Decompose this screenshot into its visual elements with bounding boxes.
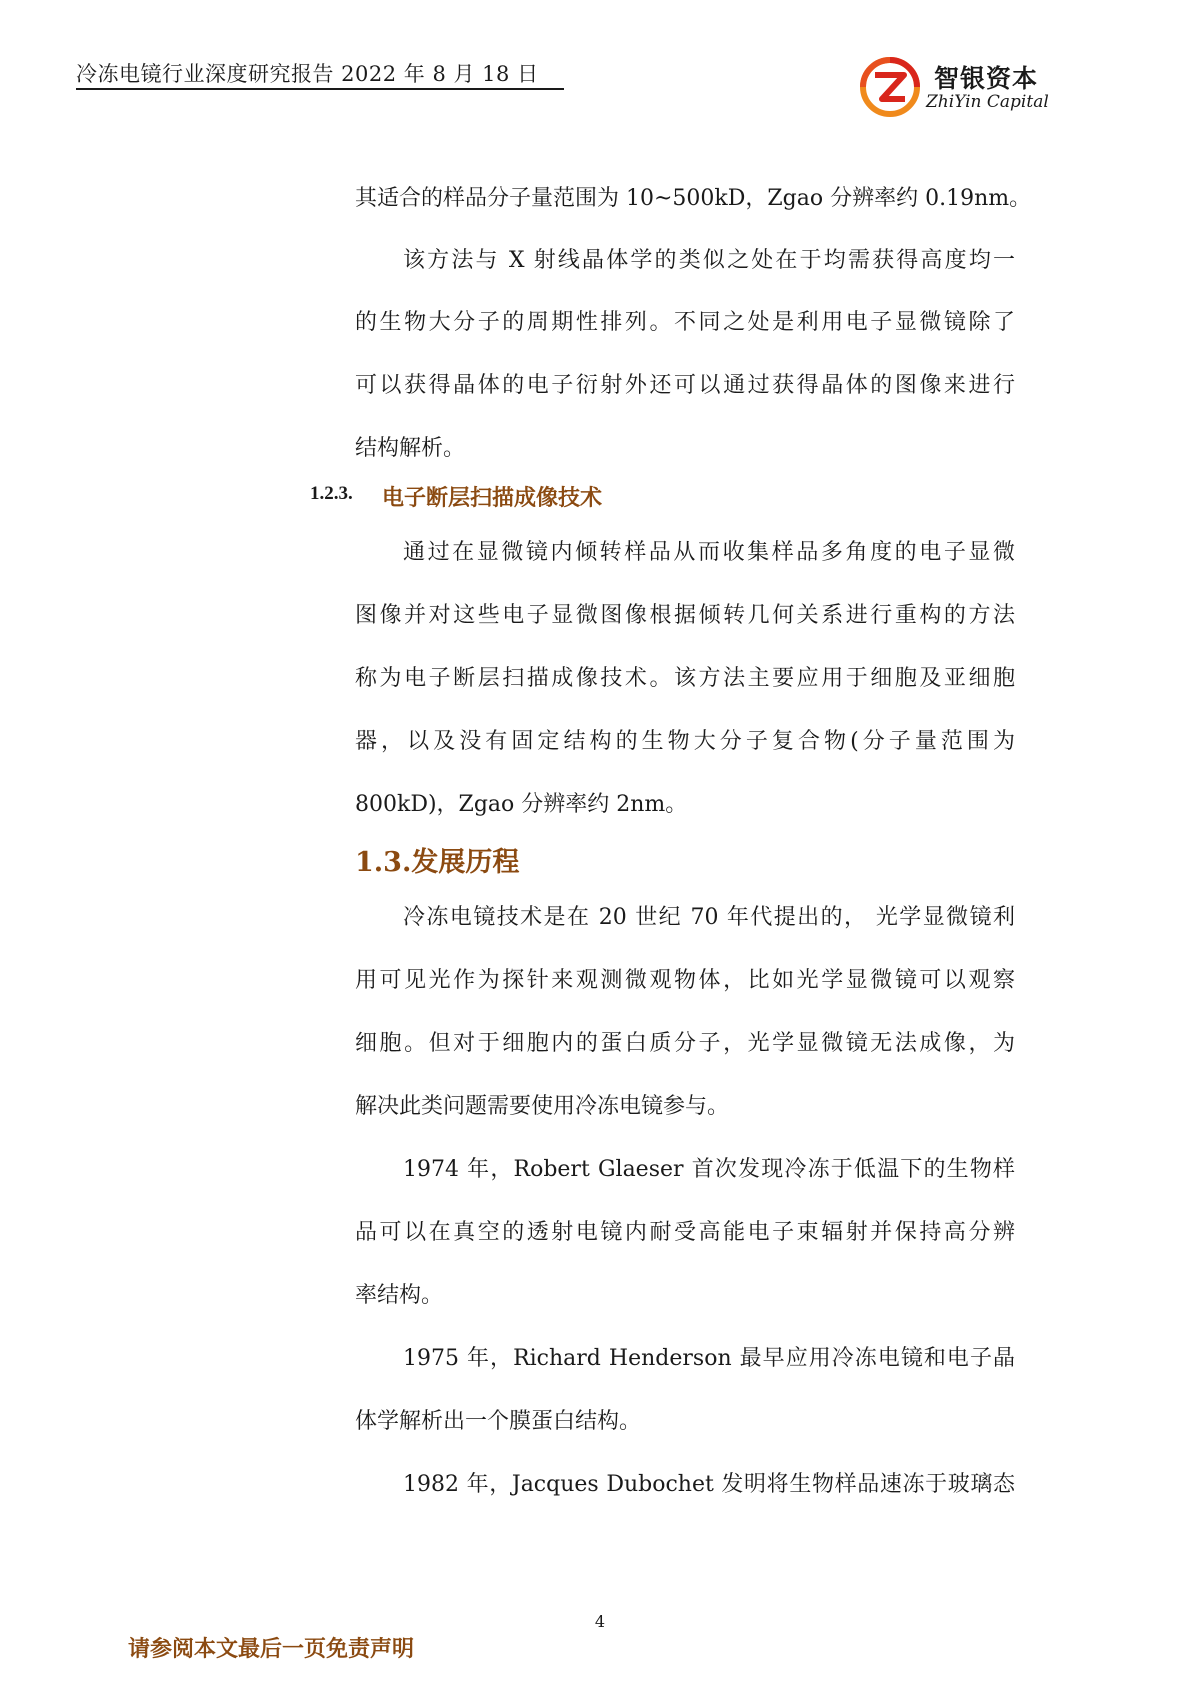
header-underline <box>76 88 564 90</box>
paragraph-line: 用可见光作为探针来观测微观物体，比如光学显微镜可以观察 <box>355 968 1015 993</box>
paragraph-line: 800kD)，Zgao 分辨率约 2nm。 <box>355 792 688 817</box>
paragraph-line: 图像并对这些电子显微图像根据倾转几何关系进行重构的方法 <box>355 603 1015 628</box>
paragraph-line: 细胞。但对于细胞内的蛋白质分子，光学显微镜无法成像，为 <box>355 1031 1015 1056</box>
subsection-number: 1.2.3. <box>310 483 353 504</box>
subsection-title: 电子断层扫描成像技术 <box>382 485 603 511</box>
paragraph-line: 其适合的样品分子量范围为 10~500kD，Zgao 分辨率约 0.19nm。 <box>355 186 1032 211</box>
paragraph-line: 的生物大分子的周期性排列。不同之处是利用电子显微镜除了 <box>355 310 1015 335</box>
disclaimer-notice: 请参阅本文最后一页免责声明 <box>128 1636 415 1662</box>
paragraph-line: 1974 年，Robert Glaeser 首次发现冷冻于低温下的生物样 <box>403 1157 1015 1182</box>
paragraph-line: 1975 年，Richard Henderson 最早应用冷冻电镜和电子晶 <box>403 1346 1015 1371</box>
paragraph-line: 品可以在真空的透射电镜内耐受高能电子束辐射并保持高分辨 <box>355 1220 1015 1245</box>
report-title: 冷冻电镜行业深度研究报告 2022 年 8 月 18 日 <box>76 62 539 86</box>
section-heading: 1.3.发展历程 <box>355 847 520 878</box>
paragraph-line: 通过在显微镜内倾转样品从而收集样品多角度的电子显微 <box>403 540 1015 565</box>
paragraph-line: 可以获得晶体的电子衍射外还可以通过获得晶体的图像来进行 <box>355 373 1015 398</box>
company-logo <box>860 55 1060 119</box>
paragraph-line: 该方法与 X 射线晶体学的类似之处在于均需获得高度均一 <box>403 248 1015 273</box>
page-number: 4 <box>594 1612 606 1631</box>
paragraph-line: 解决此类问题需要使用冷冻电镜参与。 <box>355 1094 730 1119</box>
paragraph-line: 1982 年，Jacques Dubochet 发明将生物样品速冻于玻璃态 <box>403 1472 1015 1497</box>
paragraph-line: 体学解析出一个膜蛋白结构。 <box>355 1409 642 1434</box>
logo-english-name: ZhiYin Capital <box>926 92 1049 112</box>
paragraph-line: 器，以及没有固定结构的生物大分子复合物(分子量范围为 <box>355 729 1015 754</box>
zhiyin-logo-icon <box>860 57 920 117</box>
subsection-heading <box>310 483 603 511</box>
logo-chinese-name: 智银资本 <box>934 64 1039 93</box>
paragraph-line: 结构解析。 <box>355 436 466 461</box>
paragraph-line: 率结构。 <box>355 1283 444 1308</box>
paragraph-line: 称为电子断层扫描成像技术。该方法主要应用于细胞及亚细胞 <box>355 666 1015 691</box>
paragraph-line: 冷冻电镜技术是在 20 世纪 70 年代提出的， 光学显微镜利 <box>403 905 1015 930</box>
